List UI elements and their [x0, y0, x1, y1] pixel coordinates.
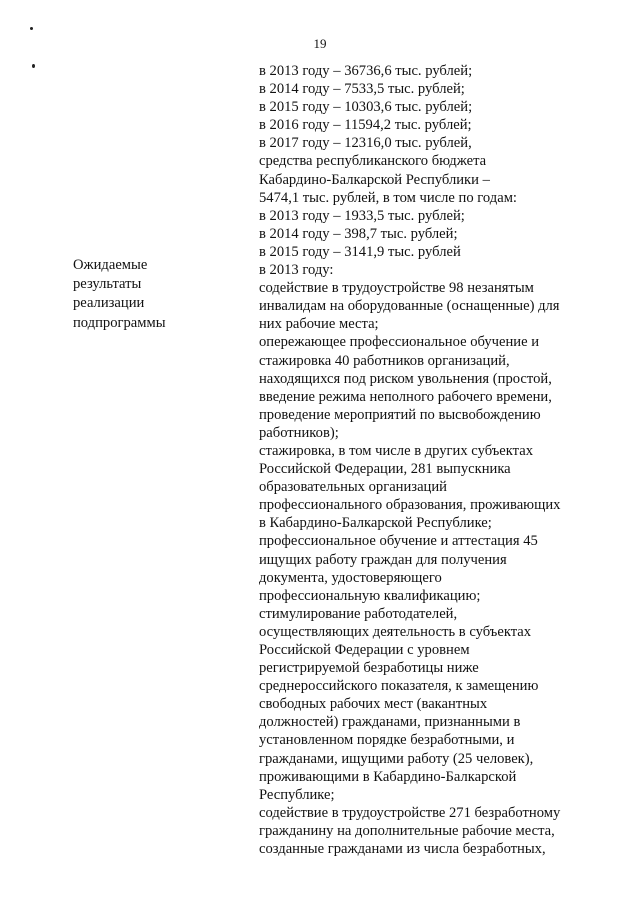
- text-line: в Кабардино-Балкарской Республике;: [259, 515, 492, 532]
- text-line: Российской Федерации, 281 выпускника: [259, 461, 511, 478]
- text-line: работников);: [259, 424, 339, 441]
- text-line: стимулирование работодателей,: [259, 605, 458, 622]
- text-line: Российской Федерации с уровнем: [259, 642, 470, 658]
- text-line: профессиональное обучение и аттестация 45: [259, 533, 538, 550]
- text-line: в 2013 году:: [259, 262, 334, 279]
- text-line: 5474,1 тыс. рублей, в том числе по годам:: [259, 189, 517, 206]
- text-line: в 2014 году – 7533,5 тыс. рублей;: [259, 81, 465, 98]
- text-line: в 2017 году – 12316,0 тыс. рублей,: [259, 135, 472, 152]
- text-line: стажировка 40 работников организаций,: [259, 352, 510, 369]
- text-line: содействие в трудоустройстве 271 безработному: [259, 804, 561, 821]
- text-line: должностей) гражданами, признанными в: [259, 714, 521, 731]
- text-line: в 2016 году – 11594,2 тыс. рублей;: [259, 117, 472, 134]
- scan-speck: [32, 64, 35, 68]
- text-line: созданные гражданами из числа безработных,: [259, 841, 546, 858]
- text-line: находящихся под риском увольнения (простой,: [259, 370, 552, 387]
- text-line: в 2013 году – 1933,5 тыс. рублей;: [259, 207, 465, 224]
- text-line: Ожидаемые: [73, 257, 148, 273]
- text-line: подпрограммы: [73, 314, 166, 331]
- text-line: в 2015 году – 3141,9 тыс. рублей: [259, 243, 461, 260]
- text-line: регистрируемой безработицы ниже: [259, 660, 479, 677]
- text-line: ищущих работу граждан для получения: [259, 551, 507, 568]
- text-line: в 2014 году – 398,7 тыс. рублей;: [259, 225, 458, 242]
- text-line: них рабочие места;: [259, 316, 379, 333]
- text-line: опережающее профессиональное обучение и: [259, 334, 540, 351]
- text-line: содействие в трудоустройстве 98 незанятым: [259, 280, 534, 297]
- text-line: результаты: [73, 276, 142, 293]
- text-line: образовательных организаций: [259, 479, 447, 496]
- text-line: в 2015 году – 10303,6 тыс. рублей;: [259, 99, 473, 116]
- text-line: стажировка, в том числе в других субъектах: [259, 442, 534, 459]
- text-line: среднероссийского показателя, к замещению: [259, 678, 539, 695]
- text-line: гражданами, ищущими работу (25 человек),: [259, 750, 534, 767]
- text-line: профессионального образования, проживающих: [259, 497, 561, 514]
- right-column-text: [259, 62, 589, 858]
- text-line: свободных рабочих мест (вакантных: [259, 696, 488, 713]
- text-line: Кабардино-Балкарской Республики –: [259, 171, 490, 188]
- text-line: проведение мероприятий по высвобождению: [259, 406, 541, 423]
- text-line: средства республиканского бюджета: [259, 153, 487, 170]
- text-line: введение режима неполного рабочего времени,: [259, 388, 552, 405]
- text-line: документа, удостоверяющего: [259, 569, 442, 586]
- text-line: Республике;: [259, 786, 335, 803]
- text-line: реализации: [73, 295, 145, 312]
- text-line: в 2013 году – 36736,6 тыс. рублей;: [259, 63, 473, 79]
- text-line: гражданину на дополнительные рабочие места,: [259, 822, 555, 839]
- left-column-label: [73, 256, 243, 333]
- page-number: 19: [313, 36, 327, 51]
- text-line: проживающими в Кабардино-Балкарской: [259, 768, 517, 785]
- text-line: осуществляющих деятельность в субъектах: [259, 623, 532, 640]
- text-line: установленном порядке безработными, и: [259, 732, 515, 749]
- scan-speck: [30, 27, 33, 30]
- text-line: инвалидам на оборудованные (оснащенные) для: [259, 298, 560, 315]
- text-line: профессиональную квалификацию;: [259, 587, 481, 604]
